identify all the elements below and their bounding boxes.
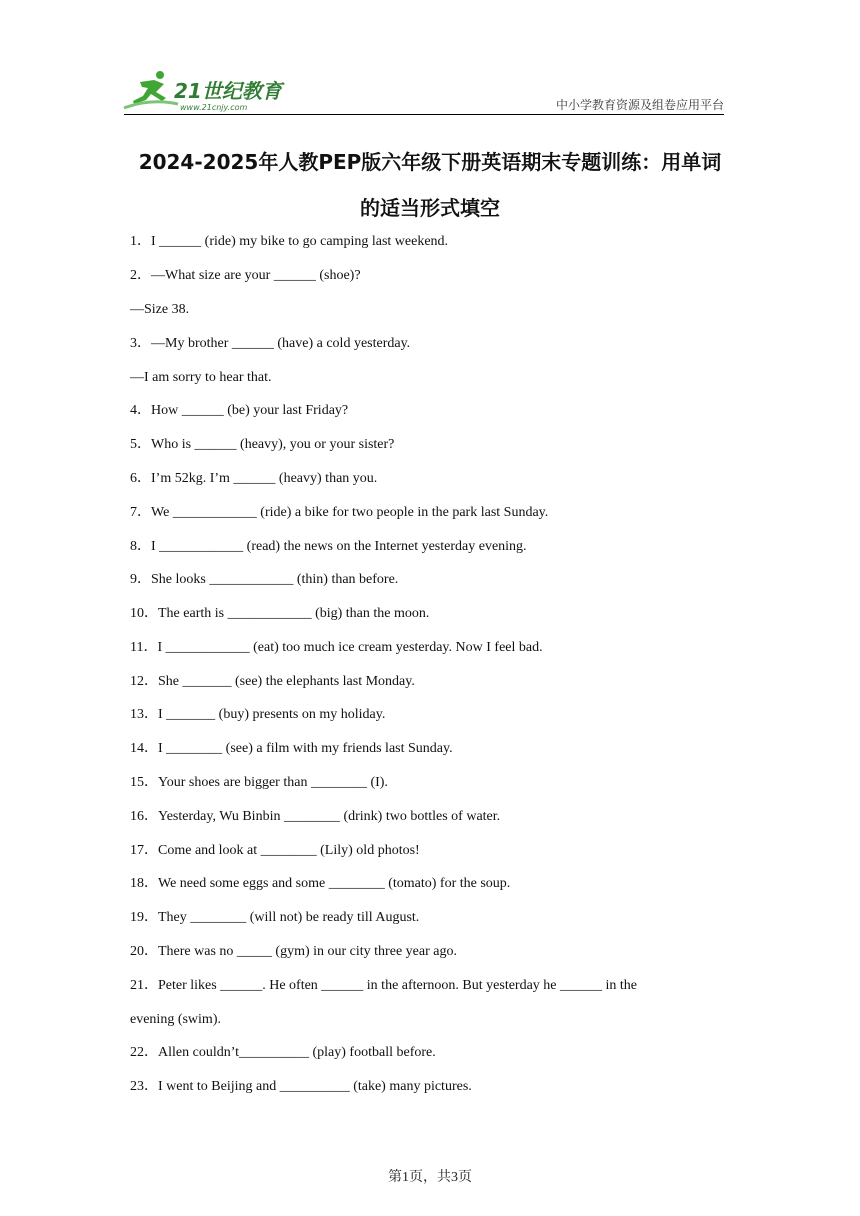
question-line: 1．I ______ (ride) my bike to go camping last weekend. — [130, 234, 449, 249]
page-title-line-2: 的适当形式填空 — [360, 196, 500, 220]
logo-url: www.21cnjy.com — [180, 103, 248, 112]
page-header — [0, 0, 860, 120]
question-line: 18．We need some eggs and some ________ (tomato) for the soup. — [130, 876, 511, 891]
question-line: 9．She looks ____________ (thin) than before. — [130, 572, 399, 587]
question-line: 5．Who is ______ (heavy), you or your sister? — [130, 437, 395, 452]
question-line: 13．I _______ (buy) presents on my holiday. — [130, 707, 386, 722]
question-line: —I am sorry to hear that. — [130, 370, 272, 385]
question-line: 14．I ________ (see) a film with my friends last Sunday. — [130, 741, 453, 756]
page-title-line-1: 2024-2025年人教PEP版六年级下册英语期末专题训练：用单词 — [138, 150, 722, 174]
header-divider — [124, 114, 724, 115]
question-line: 20．There was no _____ (gym) in our city three year ago. — [130, 944, 457, 959]
question-line: 10．The earth is ____________ (big) than the moon. — [130, 606, 430, 621]
question-line: 11．I ____________ (eat) too much ice cream yesterday. Now I feel bad. — [130, 640, 543, 655]
question-line: 8．I ____________ (read) the news on the Internet yesterday evening. — [130, 539, 527, 554]
question-line: 6．I’m 52kg. I’m ______ (heavy) than you. — [130, 471, 378, 486]
header-platform-text: 中小学教育资源及组卷应用平台 — [555, 98, 724, 112]
question-line: 4．How ______ (be) your last Friday? — [130, 403, 349, 418]
logo-text: 21世纪教育 — [174, 79, 282, 103]
question-line: 22．Allen couldn’t__________ (play) football before. — [130, 1045, 436, 1060]
question-line: 15．Your shoes are bigger than ________ (I). — [130, 775, 388, 790]
question-line: 16．Yesterday, Wu Binbin ________ (drink) two bottles of water. — [130, 809, 501, 824]
runner-logo-icon — [120, 68, 300, 114]
question-line: —Size 38. — [130, 302, 190, 317]
question-line: 12．She _______ (see) the elephants last Monday. — [130, 674, 415, 689]
question-line: 7．We ____________ (ride) a bike for two people in the park last Sunday. — [130, 505, 549, 520]
question-line: 2．—What size are your ______ (shoe)? — [130, 268, 361, 283]
question-line: 19．They ________ (will not) be ready till August. — [130, 910, 420, 925]
page-footer: 第1页，共3页 — [388, 1170, 472, 1185]
question-line: evening (swim). — [130, 1012, 221, 1027]
question-line: 21．Peter likes ______. He often ______ in the afternoon. But yesterday he ______ in the — [130, 978, 638, 993]
logo — [120, 68, 300, 114]
question-line: 17．Come and look at ________ (Lily) old photos! — [130, 843, 420, 858]
question-line: 23．I went to Beijing and __________ (take) many pictures. — [130, 1079, 472, 1094]
question-line: 3．—My brother ______ (have) a cold yesterday. — [130, 336, 411, 351]
